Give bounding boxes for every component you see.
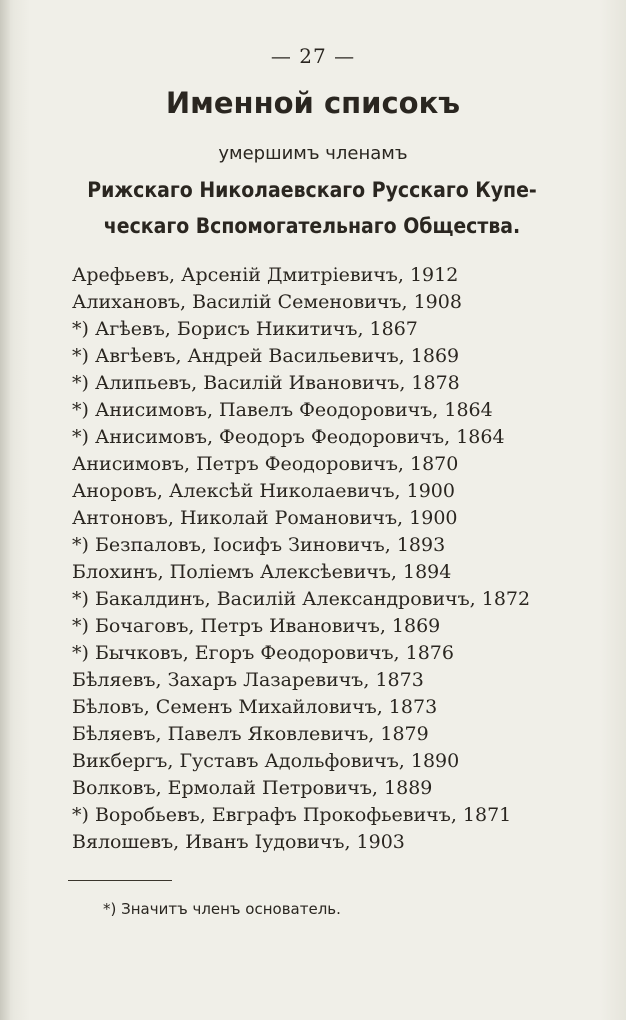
member-entry: *) Анисимовъ, Павелъ Феодоровичъ, 1864 (72, 399, 493, 421)
member-entry: Блохинъ, Поліемъ Алексѣевичъ, 1894 (72, 561, 452, 583)
member-entry: Бѣловъ, Семенъ Михайловичъ, 1873 (72, 696, 438, 718)
member-entry: *) Агѣевъ, Борисъ Никитичъ, 1867 (72, 318, 418, 340)
member-entry: Викбергъ, Густавъ Адольфовичъ, 1890 (72, 750, 460, 772)
page-title: Именной списокъ (165, 86, 461, 120)
member-entry: *) Анисимовъ, Феодоръ Феодоровичъ, 1864 (72, 426, 505, 448)
footnote-rule (68, 880, 172, 881)
member-entry: Анисимовъ, Петръ Феодоровичъ, 1870 (72, 453, 459, 475)
member-entry: Алихановъ, Василій Семеновичъ, 1908 (72, 291, 462, 313)
member-entry: Антоновъ, Николай Романовичъ, 1900 (72, 507, 458, 529)
member-entry: Бѣляевъ, Захаръ Лазаревичъ, 1873 (72, 669, 424, 691)
society-name-line-2: ческаго Вспомогательнаго Общества. (103, 214, 521, 238)
member-entry: *) Бочаговъ, Петръ Ивановичъ, 1869 (72, 615, 441, 637)
member-entry: *) Бычковъ, Егоръ Феодоровичъ, 1876 (72, 642, 454, 664)
member-list (72, 262, 592, 856)
member-entry: Вялошевъ, Иванъ Іудовичъ, 1903 (72, 831, 405, 853)
society-name (72, 172, 552, 244)
footnote: *) Значитъ членъ основатель. (103, 900, 341, 918)
member-entry: *) Воробьевъ, Евграфъ Прокофьевичъ, 1871 (72, 804, 512, 826)
member-entry: *) Авгѣевъ, Андрей Васильевичъ, 1869 (72, 345, 460, 367)
member-entry: Аноровъ, Алексѣй Николаевичъ, 1900 (72, 480, 455, 502)
member-entry: *) Алипьевъ, Василій Ивановичъ, 1878 (72, 372, 460, 394)
member-entry: Волковъ, Ермолай Петровичъ, 1889 (72, 777, 433, 799)
member-entry: Арефьевъ, Арсеній Дмитріевичъ, 1912 (72, 264, 459, 286)
page-subtitle: умершимъ членамъ (218, 143, 408, 164)
member-entry: *) Бакалдинъ, Василій Александровичъ, 1872 (72, 588, 531, 610)
society-name-line-1: Рижскаго Николаевскаго Русскаго Купе- (87, 178, 537, 202)
member-entry: *) Безпаловъ, Іосифъ Зиновичъ, 1893 (72, 534, 446, 556)
member-entry: Бѣляевъ, Павелъ Яковлевичъ, 1879 (72, 723, 429, 745)
page-number: — 27 — (270, 44, 356, 68)
